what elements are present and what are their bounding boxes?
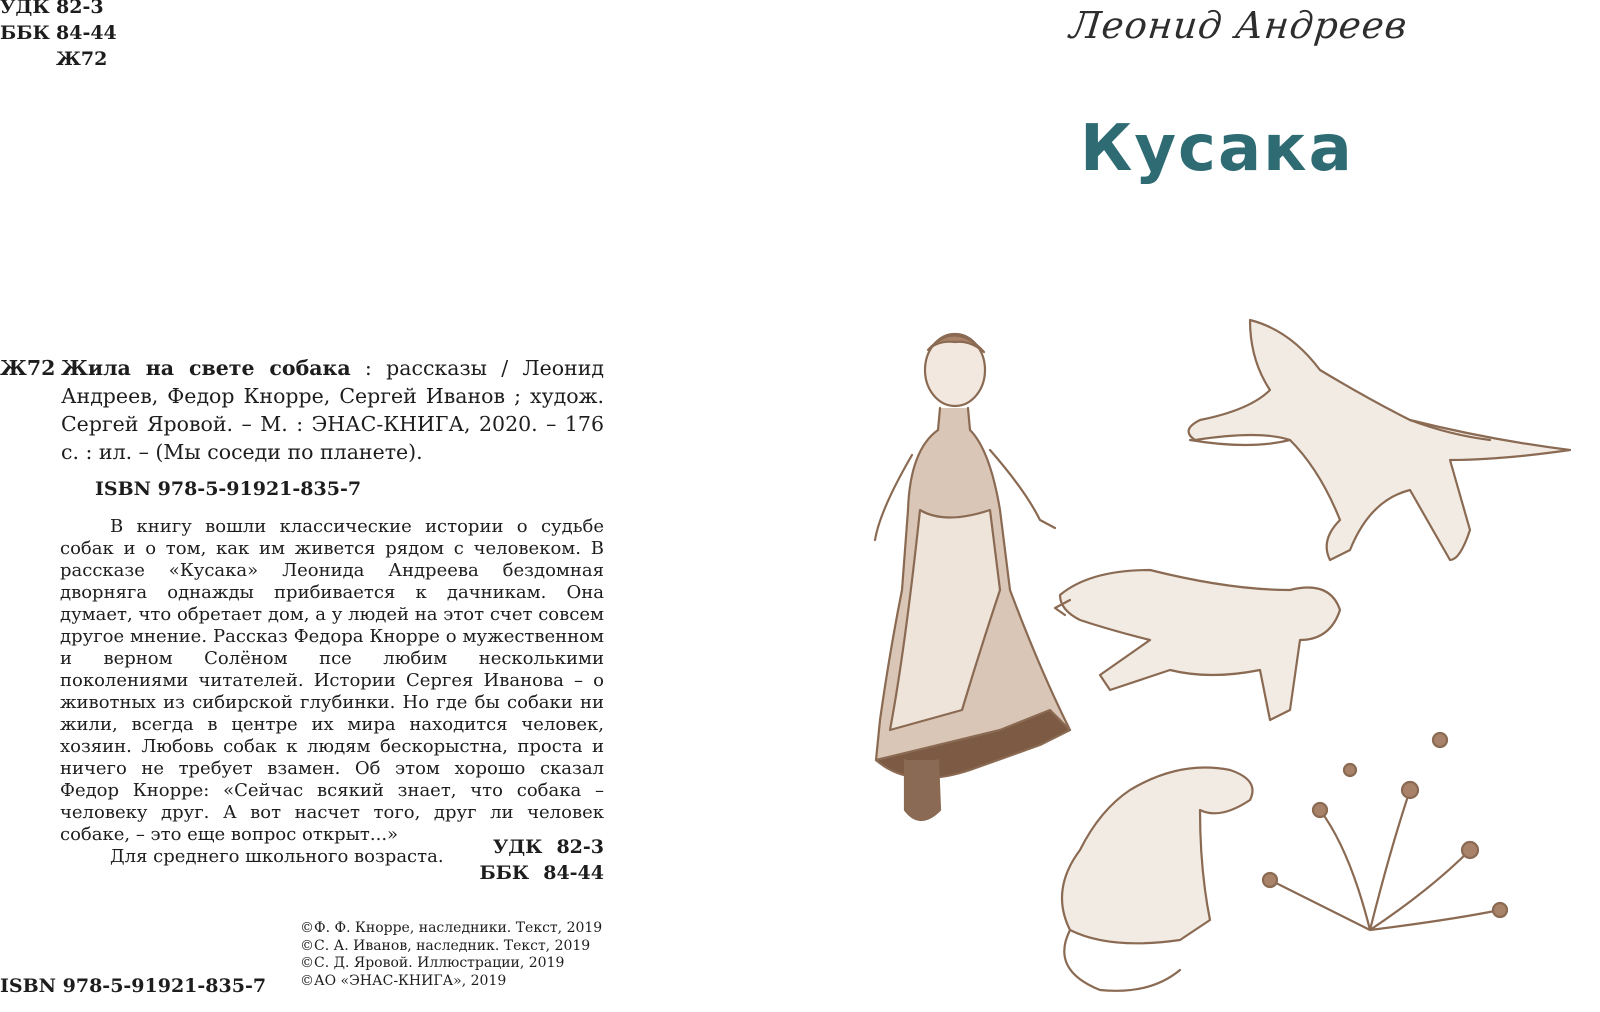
left-page: [0, 0, 790, 1012]
classification-key: ББК: [0, 22, 50, 44]
classification-key: УДК: [492, 836, 543, 858]
classification-block: [0, 0, 117, 72]
classification-row: [479, 834, 604, 860]
entry-title: Жила на свете собака: [61, 356, 351, 380]
copyright-line: ©Ф. Ф. Кнорре, наследники. Текст, 2019: [300, 920, 603, 936]
classification-value: 82-3: [56, 0, 104, 18]
age-rating: Для среднего школьного возраста.: [110, 846, 444, 867]
entry-rest: : рассказы / Леонид Андреев, Федор Кнорре, Сергей Иванов ; худож. Сергей Яровой. – М. : ЭНАС-КНИГА, 2020. – 176 с. : ил. – (Мы соседи по планете).: [61, 356, 604, 464]
classification-value: 84-44: [543, 862, 604, 884]
sitting-wolf: [1062, 768, 1253, 991]
classification-row: [0, 20, 117, 46]
classification-row: [479, 860, 604, 886]
classification-bottom: [479, 834, 604, 886]
classification-value: 82-3: [556, 836, 604, 858]
author-name: Леонид Андреев: [1067, 4, 1410, 47]
annotation: [60, 516, 604, 868]
bibliographic-entry: [0, 354, 604, 503]
entry-description: [61, 354, 604, 466]
classification-row: [0, 46, 117, 72]
illustration-girl-and-dogs: [850, 290, 1590, 1010]
classification-key: ББК: [479, 862, 530, 884]
bush: [1263, 733, 1507, 930]
classification-value: 84-44: [56, 22, 117, 44]
copyright-line: ©С. А. Иванов, наследник. Текст, 2019: [300, 937, 591, 954]
copyright-line: ©С. Д. Яровой. Иллюстрации, 2019: [300, 955, 565, 971]
biting-dog: [1055, 570, 1340, 720]
classification-key: УДК: [0, 0, 50, 18]
classification-value: Ж72: [56, 48, 108, 70]
entry-isbn: ISBN 978-5-91921-835-7: [95, 478, 362, 500]
girl-figure: [875, 334, 1070, 820]
copyright-line: ©АО «ЭНАС-КНИГА», 2019: [300, 972, 507, 989]
howling-wolf: [1189, 320, 1570, 560]
right-page: [790, 0, 1600, 1012]
annotation-text: В книгу вошли классические истории о судьбе собак и о том, как им живется рядом с человеком. В рассказе «Кусака» Леонида Андреева бездомная дворняга однажды прибивается к дачникам. Она думает, что обретает дом, а у людей на этот счет совсем другое мнение. Рассказ Федора Кнорре о мужественном и верном Солёном псе любим несколькими поколениями читателей. Истории Сергея Иванова – о животных из сибирской глубинки. Но где бы собаки ни жили, всегда в центре их мира находится человек, хозяин. Любовь собак к людям бескорыстна, проста и ничего не требует взамен. Об этом хорошо сказал Федор Кнорре: «Сейчас всякий знает, что собака – человеку друг. А вот насчет того, друг ли человек собаке, – это еще вопрос открыт...»: [60, 516, 604, 845]
copyright-block: [300, 920, 602, 990]
isbn-footer: ISBN 978-5-91921-835-7: [0, 975, 267, 997]
classification-key: [0, 46, 56, 72]
author-sign: Ж72: [0, 356, 56, 380]
book-title: Кусака: [1080, 112, 1354, 186]
classification-row: [0, 0, 117, 20]
